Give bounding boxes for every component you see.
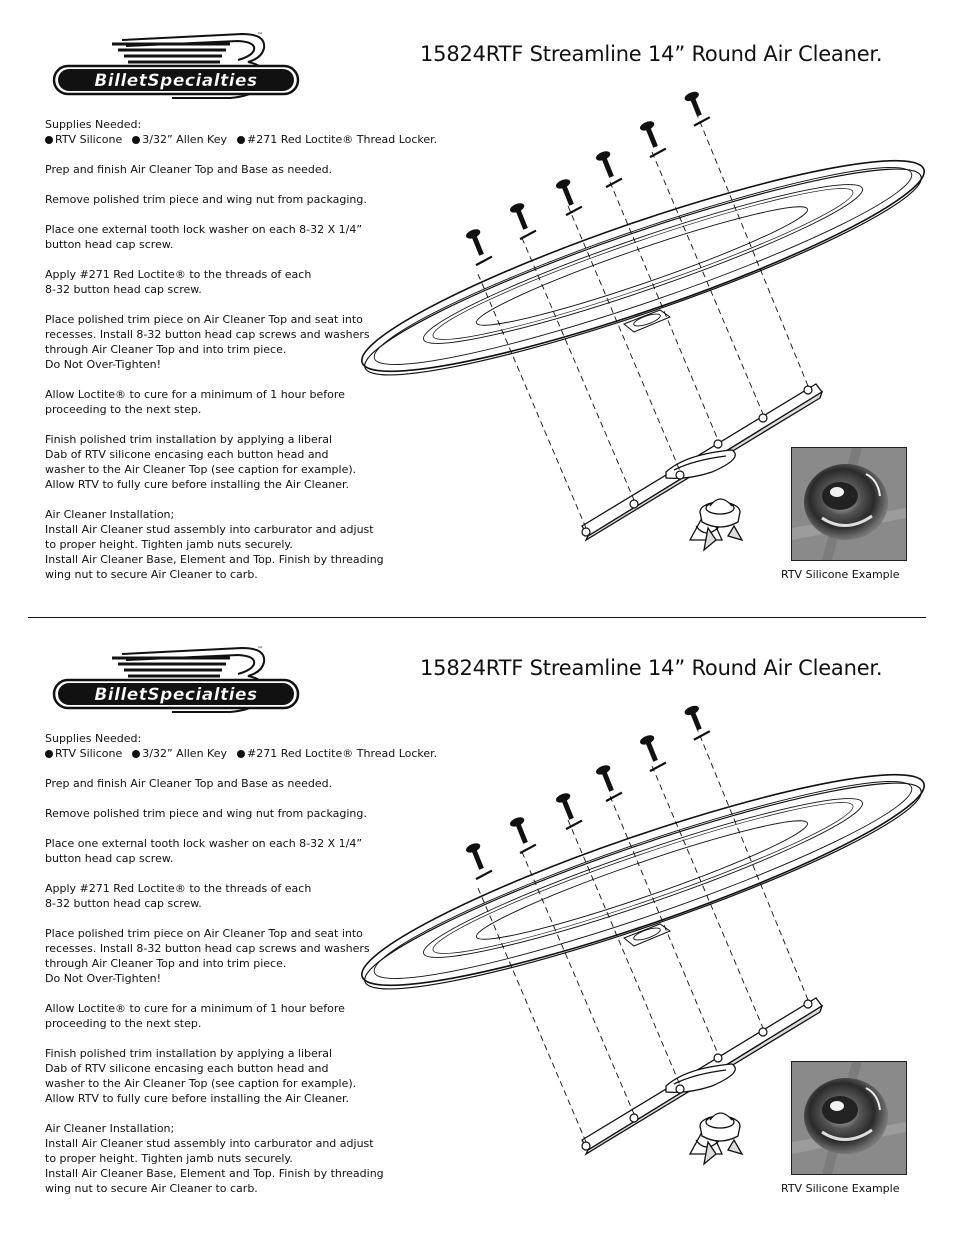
instruction-line: 8-32 button head cap screw. [45,283,202,296]
bullet-icon [237,750,245,758]
instruction-line: Finish polished trim installation by applying a liberal [45,433,333,446]
instruction-line: washer to the Air Cleaner Top (see caption for example). [45,1077,357,1090]
instruction-line: Remove polished trim piece and wing nut from packaging. [45,193,367,206]
instruction-line: Install Air Cleaner Base, Element and Top. Finish by threading [45,553,384,566]
instruction-line: proceeding to the next step. [45,403,202,416]
supply-item: #271 Red Loctite® Thread Locker. [237,132,437,147]
rtv-silicone-photo [791,447,907,561]
instruction-line: Remove polished trim piece and wing nut from packaging. [45,807,367,820]
instruction-line: recesses. Install 8-32 button head cap screws and washers [45,942,370,955]
instruction-line: Apply #271 Red Loctite® to the threads of each [45,268,312,281]
supply-item: RTV Silicone [45,746,122,761]
instruction-sheet-top [0,0,954,614]
instruction-line: Place polished trim piece on Air Cleaner Top and seat into [45,313,363,326]
assembly-guide-lines [478,726,808,1142]
instruction-sheet-bottom [0,614,954,1228]
instruction-line: Install Air Cleaner stud assembly into carburator and adjust [45,523,374,536]
bullet-icon [45,136,53,144]
page-title: 15824RTF Streamline 14” Round Air Cleaner. [420,42,883,66]
billet-specialties-logo [52,24,300,104]
instruction-line: proceeding to the next step. [45,1017,202,1030]
supplies-heading: Supplies Needed: [45,732,142,745]
page-title: 15824RTF Streamline 14” Round Air Cleaner. [420,656,883,680]
instruction-line: wing nut to secure Air Cleaner to carb. [45,1182,258,1195]
trademark-symbol: ™ [257,32,263,39]
rtv-silicone-photo [791,1061,907,1175]
instruction-line: to proper height. Tighten jamb nuts securely. [45,538,293,551]
photo-caption: RTV Silicone Example [781,1182,900,1195]
wing-nut [690,1113,742,1164]
logo-wordmark: BilletSpecialties [94,685,258,705]
instruction-line: Allow RTV to fully cure before installing the Air Cleaner. [45,478,349,491]
supply-item: 3/32” Allen Key [132,132,227,147]
logo-wordmark: BilletSpecialties [94,71,258,91]
supply-item: 3/32” Allen Key [132,746,227,761]
bullet-icon [132,136,140,144]
billet-specialties-logo [52,638,300,718]
instruction-line: Allow Loctite® to cure for a minimum of 1 hour before [45,1002,345,1015]
trademark-symbol: ™ [257,646,263,653]
instruction-line: through Air Cleaner Top and into trim piece. [45,957,287,970]
instruction-line: recesses. Install 8-32 button head cap screws and washers [45,328,370,341]
assembly-guide-lines [478,112,808,528]
instruction-line: Apply #271 Red Loctite® to the threads of each [45,882,312,895]
supplies-heading: Supplies Needed: [45,118,142,131]
supply-item: RTV Silicone [45,132,122,147]
air-cleaner-top [360,742,938,1020]
instruction-line: Dab of RTV silicone encasing each button head and [45,448,329,461]
instruction-line: Place polished trim piece on Air Cleaner Top and seat into [45,927,363,940]
instruction-line: button head cap screw. [45,852,174,865]
instruction-line: Install Air Cleaner Base, Element and Top. Finish by threading [45,1167,384,1180]
air-cleaner-top [360,128,938,406]
instruction-line: Dab of RTV silicone encasing each button head and [45,1062,329,1075]
instruction-line: Place one external tooth lock washer on each 8-32 X 1/4” [45,837,363,850]
instruction-line: wing nut to secure Air Cleaner to carb. [45,568,258,581]
photo-caption: RTV Silicone Example [781,568,900,581]
bullet-icon [132,750,140,758]
instruction-line: Finish polished trim installation by applying a liberal [45,1047,333,1060]
instruction-line: 8-32 button head cap screw. [45,897,202,910]
supply-item: #271 Red Loctite® Thread Locker. [237,746,437,761]
bullet-icon [237,136,245,144]
instruction-line: Prep and finish Air Cleaner Top and Base as needed. [45,163,333,176]
instruction-line: washer to the Air Cleaner Top (see caption for example). [45,463,357,476]
instruction-line: Do Not Over-Tighten! [45,358,162,371]
instruction-line: to proper height. Tighten jamb nuts securely. [45,1152,293,1165]
instruction-line: Allow Loctite® to cure for a minimum of 1 hour before [45,388,345,401]
instruction-line: Place one external tooth lock washer on each 8-32 X 1/4” [45,223,363,236]
bullet-icon [45,750,53,758]
instruction-line: Air Cleaner Installation; [45,508,175,521]
instruction-line: Do Not Over-Tighten! [45,972,162,985]
instruction-line: Install Air Cleaner stud assembly into carburator and adjust [45,1137,374,1150]
wing-nut [690,499,742,550]
instruction-line: button head cap screw. [45,238,174,251]
instruction-line: through Air Cleaner Top and into trim piece. [45,343,287,356]
instruction-line: Allow RTV to fully cure before installing the Air Cleaner. [45,1092,349,1105]
instruction-line: Prep and finish Air Cleaner Top and Base as needed. [45,777,333,790]
instruction-line: Air Cleaner Installation; [45,1122,175,1135]
